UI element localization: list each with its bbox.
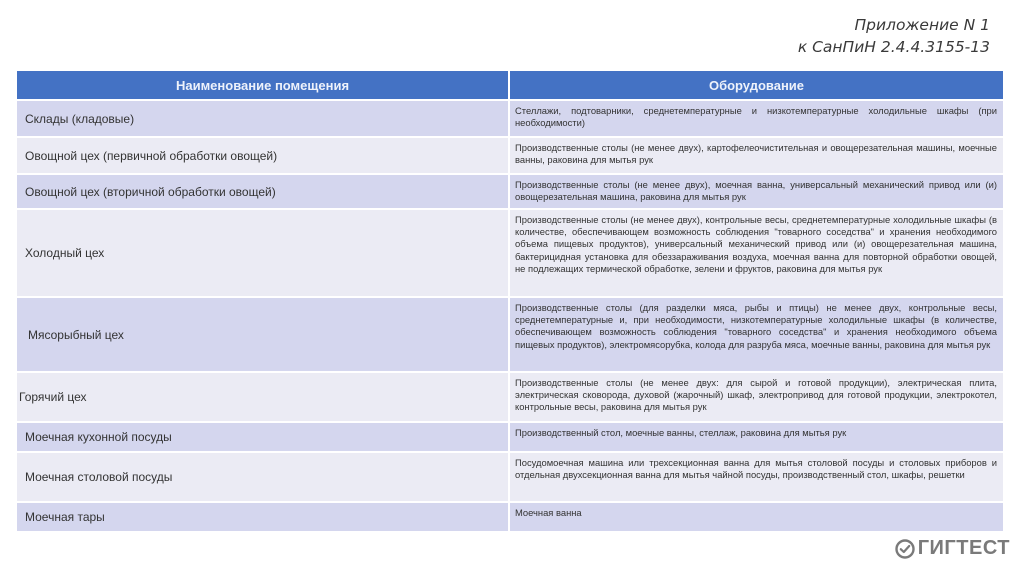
column-header-room: Наименование помещения [17,71,510,99]
table-row [17,453,1003,501]
table-row [17,423,1003,451]
equipment-list: Производственные столы (не менее двух: для сырой и готовой продукции), электрическая плита, электрическая сковорода, духовой (жарочный) шкаф, электропривод для готовой продукции, электрокотел, контрольные весы, раковина для мытья рук [510,373,1003,421]
caption-appendix: Приложение N 1 [854,16,990,34]
table-header-row [17,71,1003,99]
gigtest-logo [894,537,1010,560]
table-row [17,210,1003,296]
table-row [17,138,1003,173]
room-name: Моечная тары [17,503,510,531]
room-name: Овощной цех (вторичной обработки овощей) [17,175,510,208]
room-name: Моечная столовой посуды [17,453,510,501]
room-name: Горячий цех [17,373,510,421]
equipment-table [17,69,1003,533]
room-name: Моечная кухонной посуды [17,423,510,451]
equipment-list: Производственные столы (для разделки мяса, рыбы и птицы) не менее двух, контрольные весы, среднетемпературные и, при необходимости, низкотемпературные холодильные шкафы (в количестве, обеспечивающем возможность соблюдения "товарного соседства" и хранения необходимого объема пищевых продуктов), электромясорубка, колода для разруба мяса, моечные ванны, раковина для мытья рук [510,298,1003,371]
equipment-list: Стеллажи, подтоварники, среднетемпературные и низкотемпературные холодильные шкафы (при необходимости) [510,101,1003,136]
equipment-list: Производственные столы (не менее двух), картофелеочистительная и овощерезательная машины, моечные ванны, раковина для мытья рук [510,138,1003,173]
equipment-list: Моечная ванна [510,503,1003,531]
equipment-list: Производственные столы (не менее двух), моечная ванна, универсальный механический привод или (и) овощерезательная машина, раковина для мытья рук [510,175,1003,208]
room-name: Холодный цех [17,210,510,296]
table-row [17,373,1003,421]
table-row [17,101,1003,136]
table-row [17,298,1003,371]
logo-text: ГИГТЕСТ [917,537,1010,559]
column-header-equipment: Оборудование [510,71,1003,99]
document-caption [798,14,990,58]
room-name: Склады (кладовые) [17,101,510,136]
equipment-list: Производственные столы (не менее двух), контрольные весы, среднетемпературные холодильные шкафы (в количестве, обеспечивающем возможность соблюдения "товарного соседства" и хранения необходимого объема пищевых продуктов), универсальный механический привод или (и) овощерезательная машина, бактерицидная установка для обеззараживания воздуха, моечная ванна для повторной обработки овощей, не подлежащих термической обработке, зелени и фруктов, раковина для мытья рук [510,210,1003,296]
check-circle-icon [894,538,916,560]
equipment-list: Производственный стол, моечные ванны, стеллаж, раковина для мытья рук [510,423,1003,451]
table-row [17,503,1003,531]
caption-sanpin-reference: к СанПиН 2.4.4.3155-13 [797,38,990,56]
room-name: Мясорыбный цех [17,298,510,371]
equipment-list: Посудомоечная машина или трехсекционная ванна для мытья столовой посуды и столовых приборов и отдельная двухсекционная ванна для мытья чайной посуды, производственный стол, шкафы, решетки [510,453,1003,501]
room-name: Овощной цех (первичной обработки овощей) [17,138,510,173]
table-row [17,175,1003,208]
